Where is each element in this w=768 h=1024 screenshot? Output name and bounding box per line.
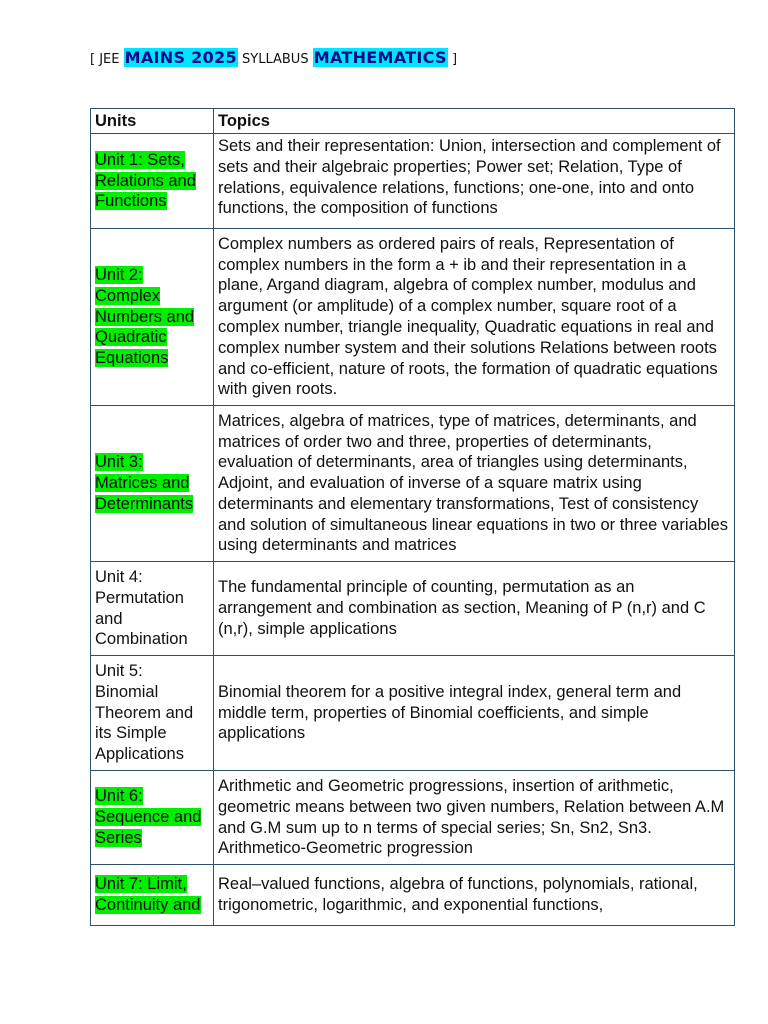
table-header-row bbox=[91, 109, 735, 134]
unit-name: Unit 1: Sets, Relations and Functions bbox=[95, 150, 196, 211]
heading-exam-name: MAINS 2025 bbox=[124, 48, 237, 67]
unit-cell bbox=[91, 229, 214, 406]
unit-cell bbox=[91, 562, 214, 656]
heading-syllabus-word: SYLLABUS bbox=[237, 52, 313, 67]
unit-name: Unit 4: Permutation and Combination bbox=[95, 567, 188, 649]
heading-open-bracket: [ JEE bbox=[90, 52, 124, 67]
syllabus-table bbox=[90, 108, 735, 926]
unit-name: Unit 2: Complex Numbers and Quadratic Equations bbox=[95, 266, 195, 368]
unit-cell bbox=[91, 865, 214, 926]
unit-name: Unit 5: Binomial Theorem and its Simple Applications bbox=[95, 662, 194, 764]
table-row bbox=[91, 406, 735, 562]
column-header-units: Units bbox=[91, 109, 214, 134]
table-row bbox=[91, 865, 735, 926]
topics-cell: Matrices, algebra of matrices, type of matrices, determinants, and matrices of order two and three, properties of determinants, evaluation of determinants, area of triangles using determinants, Adjoint, and evaluation of inverse of a square matrix using determinants and elementary transformations, Test of consistency and solution of simultaneous linear equations in two or three variables using determinants and matrices bbox=[214, 406, 735, 562]
table-row bbox=[91, 134, 735, 229]
table-row bbox=[91, 771, 735, 865]
document-heading bbox=[90, 47, 457, 71]
topics-cell: Arithmetic and Geometric progressions, insertion of arithmetic, geometric means between two given numbers, Relation between A.M and G.M sum up to n terms of special series; Sn, Sn2, Sn3. Arithmetico-Geometric progression bbox=[214, 771, 735, 865]
unit-cell bbox=[91, 406, 214, 562]
topics-cell: The fundamental principle of counting, permutation as an arrangement and combination as section, Meaning of P (n,r) and C (n,r), simple applications bbox=[214, 562, 735, 656]
table-row bbox=[91, 656, 735, 771]
heading-close-bracket: ] bbox=[447, 52, 458, 67]
topics-cell: Binomial theorem for a positive integral index, general term and middle term, properties of Binomial coefficients, and simple applications bbox=[214, 656, 735, 771]
unit-cell bbox=[91, 656, 214, 771]
table-row bbox=[91, 229, 735, 406]
table-row bbox=[91, 562, 735, 656]
unit-name: Unit 3: Matrices and Determinants bbox=[95, 453, 194, 513]
unit-cell bbox=[91, 771, 214, 865]
topics-cell: Complex numbers as ordered pairs of reals, Representation of complex numbers in the form a + ib and their representation in a plane, Argand diagram, algebra of complex number, modulus and argument (or amplitude) of a complex number, square root of a complex number, triangle inequality, Quadratic equations in real and complex number system and their solutions Relations between roots and co-efficient, nature of roots, the formation of quadratic equations with given roots. bbox=[214, 229, 735, 406]
heading-subject: MATHEMATICS bbox=[313, 48, 447, 67]
unit-name: Unit 6: Sequence and Series bbox=[95, 787, 202, 847]
column-header-topics: Topics bbox=[214, 109, 735, 134]
unit-name: Unit 7: Limit, Continuity and bbox=[95, 875, 201, 914]
unit-cell bbox=[91, 134, 214, 229]
topics-cell: Real–valued functions, algebra of functions, polynomials, rational, trigonometric, logarithmic, and exponential functions, bbox=[214, 865, 735, 926]
topics-cell: Sets and their representation: Union, intersection and complement of sets and their algebraic properties; Power set; Relation, Type of relations, equivalence relations, functions; one-one, into and onto functions, the composition of functions bbox=[214, 134, 735, 229]
